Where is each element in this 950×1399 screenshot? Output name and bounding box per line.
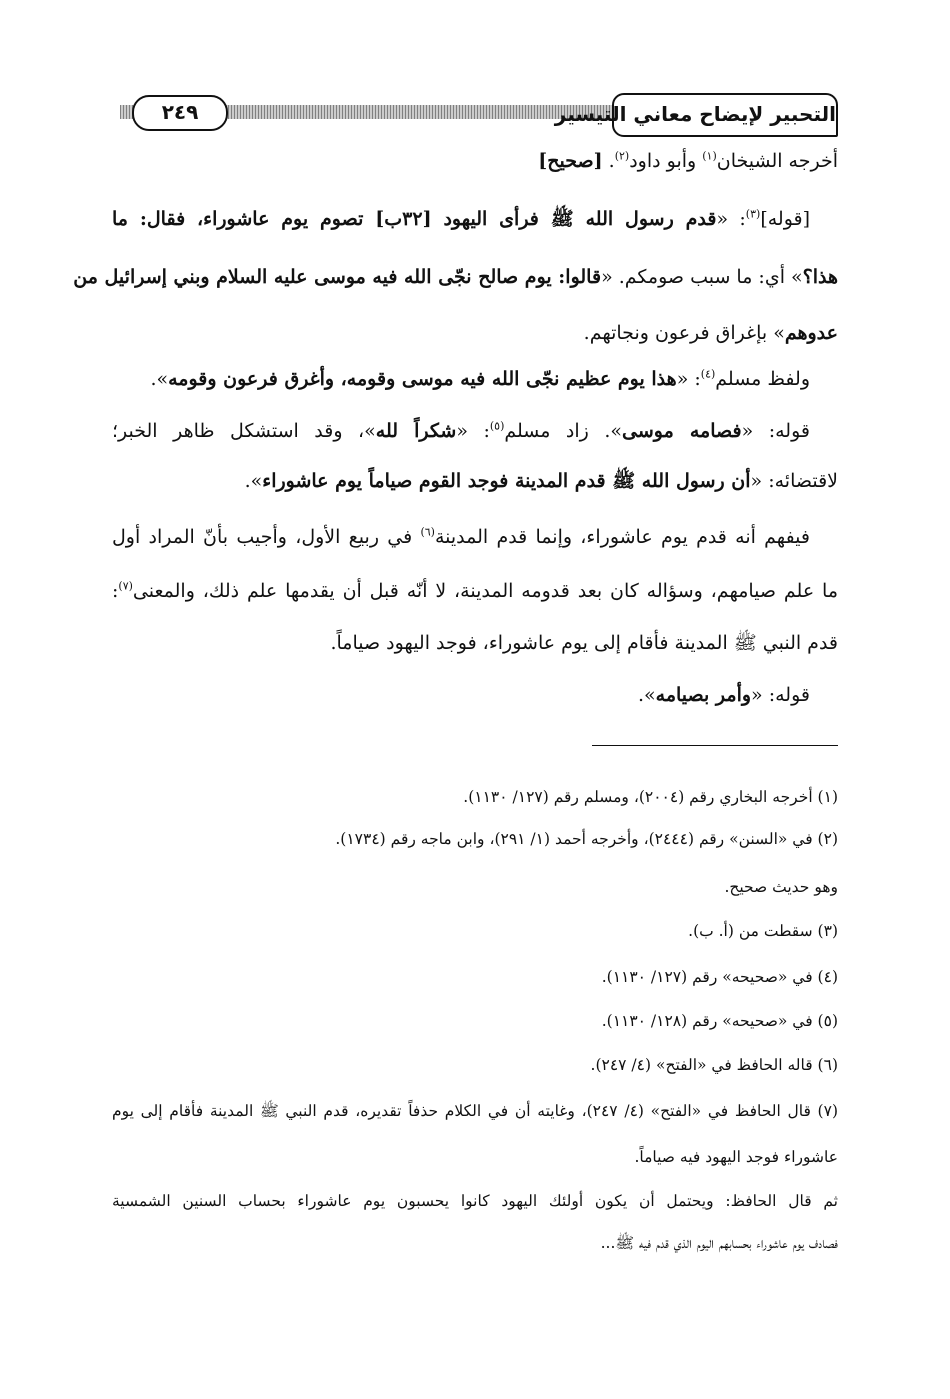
footnote-separator (592, 745, 838, 746)
footnote-2-note: وهو حديث صحيح. (724, 878, 838, 896)
text-line-11: قوله: «وأمر بصيامه». (637, 684, 810, 706)
footnote-6: (٦) قاله الحافظ في «الفتح» (٤/ ٢٤٧). (590, 1056, 838, 1074)
footnote-ref-2: (٢) (614, 149, 630, 163)
page-header (112, 93, 838, 141)
text-line-8: فيفهم أنه قدم يوم عاشوراء، وإنما قدم المدينة$^{(٦)}$ في ربيع الأول، وأجيب بأنّ المراد أول (112, 525, 810, 548)
footnote-7: (٧) قال الحافظ في «الفتح» (٤/ ٢٤٧)، وغايته أن في الكلام حذفاً تقديره، قدم النبي ﷺ المدينة فأقام إلى يوم (112, 1102, 838, 1120)
footnote-ref-7: (٧) (118, 579, 133, 593)
hadith-grade: [صحيح] (538, 150, 603, 172)
footnote-ref-5: (٥) (489, 419, 505, 433)
footnote-7-extra-cont: فصادف يوم عاشوراء بحسابهم اليوم الذي قدم فيه ﷺ... (600, 1234, 838, 1252)
text-line-6: قوله: «فصامه موسى». زاد مسلم$^{(٥)}$: «شكراً لله»، وقد استشكل ظاهر الخبر؛ (112, 419, 810, 442)
footnote-1: (١) أخرجه البخاري رقم (٢٠٠٤)، ومسلم رقم (١٢٧/ ١١٣٠). (463, 788, 838, 806)
footnote-7-extra: ثم قال الحافظ: ويحتمل أن يكون أولئك اليهود كانوا يحسبون يوم عاشوراء بحساب السنين الشمسية (112, 1192, 838, 1210)
book-title: التحبير لإيضاح معاني التيسير (612, 93, 838, 137)
text-line-3: هذا؟» أي: ما سبب صومكم. «قالوا: يوم صالح نجّى الله فيه موسى عليه السلام وبني إسرائيل من (73, 266, 838, 288)
text-line-1: أخرجه الشيخان$^{(١)}$ وأبو داود$^{(٢)}$. [صحيح] (538, 149, 838, 172)
text-line-7: لاقتضائه: «أن رسول الله ﷺ قدم المدينة فوجد القوم صياماً يوم عاشوراء». (244, 470, 838, 492)
footnote-2: (٢) في «السنن» رقم (٢٤٤٤)، وأخرجه أحمد (١/ ٢٩١)، وابن ماجه رقم (١٧٣٤). (335, 830, 838, 848)
footnote-ref-3: (٣) (745, 207, 761, 221)
footnote-ref-6: (٦) (420, 525, 435, 539)
footnote-ref-4: (٤) (700, 367, 716, 381)
footnote-7-cont: عاشوراء فوجد اليهود فيه صياماً. (634, 1148, 838, 1166)
page-number: ٢٤٩ (132, 95, 228, 131)
footnote-5: (٥) في «صحيحه» رقم (١٢٨/ ١١٣٠). (601, 1012, 838, 1030)
text-line-4: عدوهم» بإغراق فرعون ونجاتهم. (583, 322, 838, 344)
text-line-9: ما علم صيامهم، وسؤاله كان بعد قدومه المدينة، لا أنّه قبل أن يقدمها علم ذلك، والمعنى$^{(٧)}$: (112, 579, 838, 602)
text-line-5: ولفظ مسلم$^{(٤)}$: «هذا يوم عظيم نجّى الله فيه موسى وقومه، وأغرق فرعون وقومه». (150, 367, 810, 390)
footnote-ref-1: (١) (702, 149, 717, 163)
footnote-4: (٤) في «صحيحه» رقم (١٢٧/ ١١٣٠). (601, 968, 838, 986)
footnote-3: (٣) سقطت من (أ. ب). (688, 922, 838, 940)
text-line-2: [قوله]$^{(٣)}$: «قدم رسول الله ﷺ فرأى اليهود [٣٢ب] تصوم يوم عاشوراء، فقال: ما (112, 207, 811, 230)
text-line-10: قدم النبي ﷺ المدينة فأقام إلى يوم عاشوراء، فوجد اليهود صياماً. (330, 632, 838, 654)
